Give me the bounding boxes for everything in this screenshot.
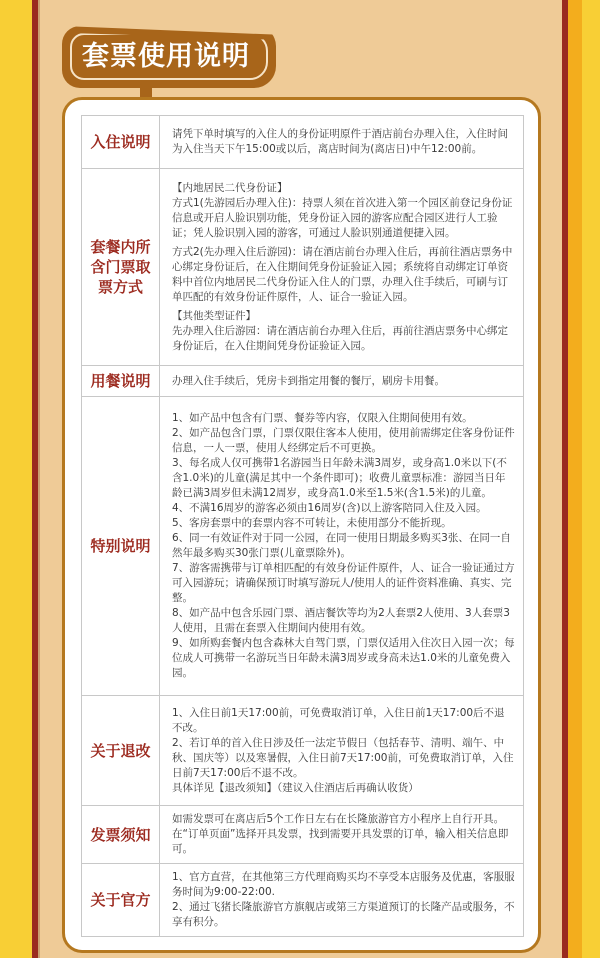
row-content bbox=[160, 169, 524, 366]
row-content bbox=[160, 696, 524, 806]
paragraph: 1、如产品中包含有门票、餐券等内容，仅限入住期间使用有效。 bbox=[172, 412, 473, 424]
background-left-yellow bbox=[0, 0, 32, 958]
paragraph: 【其他类型证件】 bbox=[172, 309, 256, 322]
section-title: 套票使用说明 bbox=[82, 41, 250, 72]
row-content bbox=[160, 116, 524, 169]
paragraph: 方式2(先办理入住后游园)：请在酒店前台办理入住后，再前往酒店票务中心绑定身份证后，在入住期间凭身份证验证入园；系统将自动绑定订单资料中首位内地居民二代身份证入住人的门票，办理入住手续后，可刷与订单匹配的有效身份证件原件，人、证合一验证入园。 bbox=[172, 245, 513, 303]
paragraph: 3、每名成人仅可携带1名游园当日年龄未满3周岁，或身高1.0米以下(不含1.0米)的儿童(满足其中一个条件即可)；收费儿童票标准：游园当日年龄已满3周岁但未满12周岁，或身高1.0米至1.5米(含1.5米)的儿童。 bbox=[172, 457, 507, 499]
paragraph: 办理入住手续后，凭房卡到指定用餐的餐厅，刷房卡用餐。 bbox=[172, 374, 445, 387]
row-content bbox=[160, 806, 524, 864]
row-label: 发票须知 bbox=[82, 806, 160, 864]
paragraph: 1、入住日前1天17:00前，可免费取消订单，入住日前1天17:00后不退不改。 bbox=[172, 706, 505, 734]
table-row-checkin bbox=[82, 116, 524, 169]
paragraph: 7、游客需携带与订单相匹配的有效身份证件原件，人、证合一验证通过方可入园游玩；请确保预订时填写游玩人/使用人的证件资料准确、真实、完整。 bbox=[172, 562, 515, 604]
paragraph: 【内地居民二代身份证】 bbox=[172, 181, 288, 194]
row-content bbox=[160, 397, 524, 696]
paragraph: 如需发票可在离店后5个工作日左右在长隆旅游官方小程序上自行开具。在“订单页面”选择开具发票，找到需要开具发票的订单，输入相关信息即可。 bbox=[172, 813, 509, 855]
ticket-info-table bbox=[81, 115, 524, 937]
paragraph: 具体详见【退改须知】（建议入住酒店后再确认收货） bbox=[172, 781, 419, 794]
paragraph: 8、如产品中包含乐园门票、酒店餐饮等均为2人套票2人使用、3人套票3人使用，且需在套票入住期间内使用有效。 bbox=[172, 607, 510, 634]
table-row-ticket-collection bbox=[82, 169, 524, 366]
frame-stripe-right bbox=[568, 0, 582, 958]
paragraph: 5、客房套票中的套票内容不可转让，未使用部分不能折现。 bbox=[172, 517, 452, 529]
paragraph: 1、官方直营，在其他第三方代理商购买均不享受本店服务及优惠，客服服务时间为9:00-22:00. bbox=[172, 871, 515, 898]
paragraph: 先办理入住后游园：请在酒店前台办理入住后，再前往酒店票务中心绑定身份证后，在入住期间凭身份证验证入园。 bbox=[172, 324, 508, 352]
paragraph: 方式1(先游园后办理入住)：持票人须在首次进入第一个园区前登记身份证信息或开启人脸识别功能，凭身份证入园的游客应配合园区进行人工验证；凭人脸识别入园的游客，可通过人脸识别通道便捷入园。 bbox=[172, 196, 513, 239]
row-label: 用餐说明 bbox=[82, 366, 160, 397]
row-label: 关于官方 bbox=[82, 864, 160, 937]
paragraph: 6、同一有效证件对于同一公园，在同一使用日期最多购买3张、在同一自然年最多购买30张门票(儿童票除外)。 bbox=[172, 532, 511, 559]
row-label: 关于退改 bbox=[82, 696, 160, 806]
row-content bbox=[160, 864, 524, 937]
table-row-dining bbox=[82, 366, 524, 397]
paragraph: 4、不满16周岁的游客必须由16周岁(含)以上游客陪同入住及入园。 bbox=[172, 502, 487, 514]
row-content bbox=[160, 366, 524, 397]
table-row-refund-policy bbox=[82, 696, 524, 806]
paragraph: 2、通过飞猪长隆旅游官方旗舰店或第三方渠道预订的长隆产品或服务，不享有积分。 bbox=[172, 901, 515, 928]
table-row-invoice bbox=[82, 806, 524, 864]
row-label: 套餐内所含门票取票方式 bbox=[82, 169, 160, 366]
table-row-official bbox=[82, 864, 524, 937]
background-right-yellow bbox=[582, 0, 600, 958]
row-label: 入住说明 bbox=[82, 116, 160, 169]
paragraph: 2、若订单的首入住日涉及任一法定节假日（包括春节、清明、端午、中秋、国庆等）以及寒暑假，入住日前7天17:00前，可免费取消订单，入住日前7天17:00后不退不改。 bbox=[172, 736, 514, 779]
paragraph: 9、如所购套餐内包含森林大自驾门票，门票仅适用入住次日入园一次；每位成人可携带一名游玩当日年龄未满3周岁或身高未达1.0米的儿童免费入园。 bbox=[172, 637, 515, 679]
paragraph: 2、如产品包含门票，门票仅限住客本人使用，使用前需绑定住客身份证件信息，一人一票，使用人经绑定后不可更换。 bbox=[172, 427, 515, 454]
table-row-special-notes bbox=[82, 397, 524, 696]
paragraph: 请凭下单时填写的入住人的身份证明原件于酒店前台办理入住，入住时间为入住当天下午15:00或以后，离店时间为(离店日)中午12:00前。 bbox=[172, 128, 508, 155]
row-label: 特别说明 bbox=[82, 397, 160, 696]
